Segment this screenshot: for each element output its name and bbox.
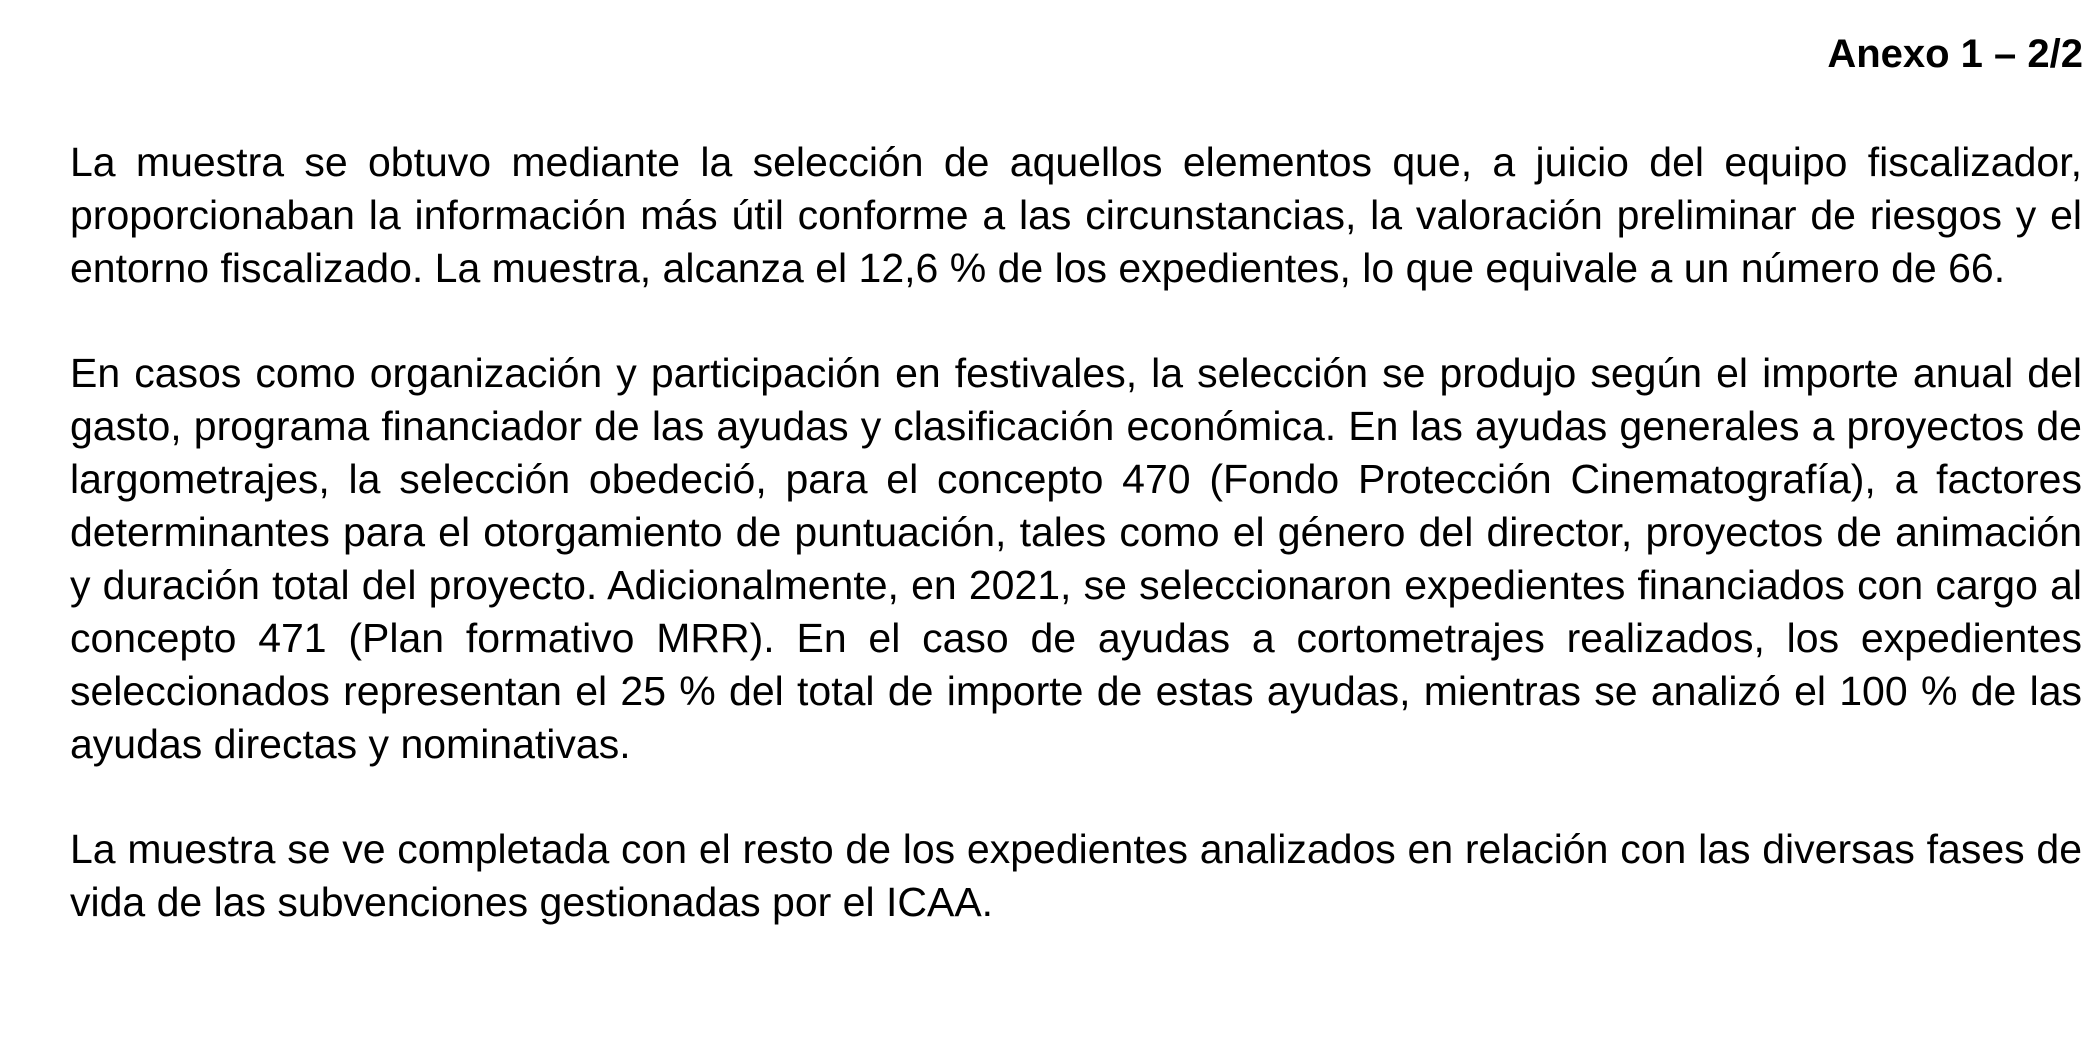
document-body <box>70 136 2082 929</box>
paragraph-sample-completion: La muestra se ve completada con el resto de los expedientes analizados en relación con las diversas fases de vida de las subvenciones gestionadas por el ICAA. <box>70 826 2082 925</box>
annex-page-label: Anexo 1 – 2/2 <box>1827 32 2083 76</box>
paragraph-selection-criteria: En casos como organización y participación en festivales, la selección se produjo según el importe anual del gasto, programa financiador de las ayudas y clasificación económica. En las ayudas generales a proyectos de largometrajes, la selección obedeció, para el concepto 470 (Fondo Protección Cinematografía), a factores determinantes para el otorgamiento de puntuación, tales como el género del director, proyectos de animación y duración total del proyecto. Adicionalmente, en 2021, se seleccionaron expedientes financiados con cargo al concepto 471 (Plan formativo MRR). En el caso de ayudas a cortometrajes realizados, los expedientes seleccionados representan el 25 % del total de importe de estas ayudas, mientras se analizó el 100 % de las ayudas directas y nominativas. <box>70 350 2082 767</box>
paragraph-sample-selection: La muestra se obtuvo mediante la selección de aquellos elementos que, a juicio del equipo fiscalizador, proporcionaban la información más útil conforme a las circunstancias, la valoración preliminar de riesgos y el entorno fiscalizado. La muestra, alcanza el 12,6 % de los expedientes, lo que equivale a un número de 66. <box>70 139 2082 291</box>
